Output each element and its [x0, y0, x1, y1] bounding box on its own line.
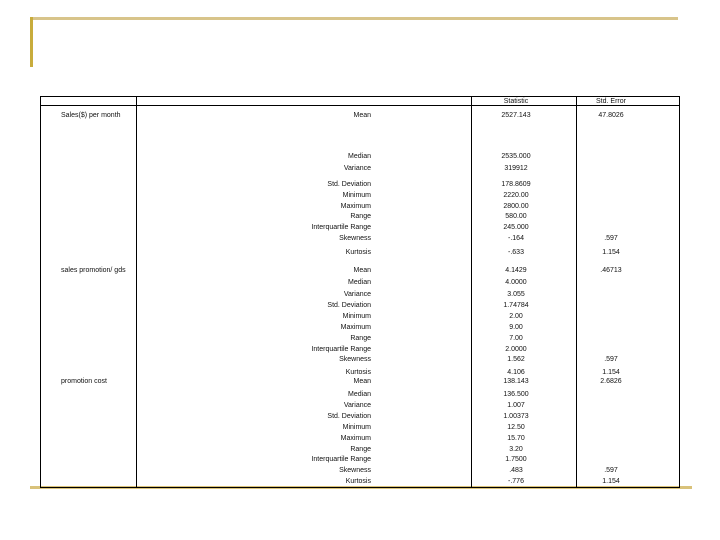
statistic-value: .483	[509, 467, 523, 474]
slide-top-rule	[30, 17, 678, 20]
descriptives-table	[40, 96, 680, 488]
column-divider-variable	[136, 97, 137, 487]
std-error-value: .46713	[600, 267, 622, 274]
statistic-label: Variance	[343, 291, 371, 298]
statistic-value: 2527.143	[501, 112, 531, 119]
statistic-label: Median	[348, 153, 371, 160]
std-error-value: .597	[604, 356, 618, 363]
statistic-value: 15.70	[507, 435, 525, 442]
statistic-value: 138.143	[503, 378, 529, 385]
statistic-value: 4.1429	[505, 267, 527, 274]
statistic-value: 3.20	[509, 446, 523, 453]
statistic-label: Maximum	[340, 435, 371, 442]
statistic-label: Range	[350, 446, 371, 453]
statistic-value: -.164	[508, 235, 524, 242]
statistic-label: Skewness	[339, 235, 371, 242]
statistic-label: Interquartile Range	[311, 346, 371, 353]
statistic-label: Kurtosis	[345, 369, 371, 376]
statistic-label: Skewness	[339, 467, 371, 474]
statistic-label: Mean	[353, 267, 371, 274]
statistic-value: 2535.000	[501, 153, 531, 160]
statistic-label: Maximum	[340, 324, 371, 331]
statistic-value: -.776	[508, 478, 524, 485]
statistic-value: 319912	[504, 165, 528, 172]
statistic-label: Mean	[353, 378, 371, 385]
statistic-label: Interquartile Range	[311, 456, 371, 463]
statistic-value: 2.0000	[505, 346, 527, 353]
statistic-value: 1.007	[507, 402, 525, 409]
std-error-value: 2.6826	[600, 378, 622, 385]
statistic-value: 1.7500	[505, 456, 527, 463]
statistic-value: 7.00	[509, 335, 523, 342]
statistic-label: Range	[350, 335, 371, 342]
statistic-value: 1.74784	[503, 302, 529, 309]
statistic-value: -.633	[508, 249, 524, 256]
statistic-label: Variance	[343, 402, 371, 409]
slide-left-rule	[30, 17, 33, 67]
statistic-label: Median	[348, 279, 371, 286]
column-divider-statistic	[471, 97, 472, 487]
header-statistic: Statistic	[503, 98, 529, 105]
statistic-label: Std. Deviation	[327, 413, 371, 420]
statistic-value: 136.500	[503, 391, 529, 398]
std-error-value: 1.154	[602, 369, 620, 376]
std-error-value: 1.154	[602, 249, 620, 256]
std-error-value: 47.8026	[598, 112, 624, 119]
statistic-label: Maximum	[340, 203, 371, 210]
variable-label: sales promotion/ gds	[61, 267, 126, 274]
statistic-value: 2220.00	[503, 192, 529, 199]
statistic-value: 4.106	[507, 369, 525, 376]
statistic-value: 12.50	[507, 424, 525, 431]
column-divider-error	[576, 97, 577, 487]
header-std-error: Std. Error	[596, 98, 626, 105]
statistic-label: Median	[348, 391, 371, 398]
statistic-label: Mean	[353, 112, 371, 119]
statistic-label: Minimum	[342, 313, 371, 320]
statistic-label: Kurtosis	[345, 249, 371, 256]
statistic-value: 4.0000	[505, 279, 527, 286]
statistic-label: Minimum	[342, 424, 371, 431]
variable-label: promotion cost	[61, 378, 107, 385]
statistic-label: Skewness	[339, 356, 371, 363]
statistic-label: Variance	[343, 165, 371, 172]
statistic-value: 2.00	[509, 313, 523, 320]
statistic-label: Std. Deviation	[327, 302, 371, 309]
statistic-value: 3.055	[507, 291, 525, 298]
std-error-value: .597	[604, 467, 618, 474]
statistic-label: Range	[350, 213, 371, 220]
statistic-value: 580.00	[505, 213, 527, 220]
statistic-label: Kurtosis	[345, 478, 371, 485]
statistic-value: 9.00	[509, 324, 523, 331]
statistic-label: Interquartile Range	[311, 224, 371, 231]
std-error-value: .597	[604, 235, 618, 242]
statistic-value: 1.562	[507, 356, 525, 363]
statistic-label: Minimum	[342, 192, 371, 199]
std-error-value: 1.154	[602, 478, 620, 485]
statistic-value: 1.00373	[503, 413, 529, 420]
statistic-label: Std. Deviation	[327, 181, 371, 188]
statistic-value: 2800.00	[503, 203, 529, 210]
variable-label: Sales($) per month	[61, 112, 121, 119]
statistic-value: 245.000	[503, 224, 529, 231]
statistic-value: 178.8609	[501, 181, 531, 188]
